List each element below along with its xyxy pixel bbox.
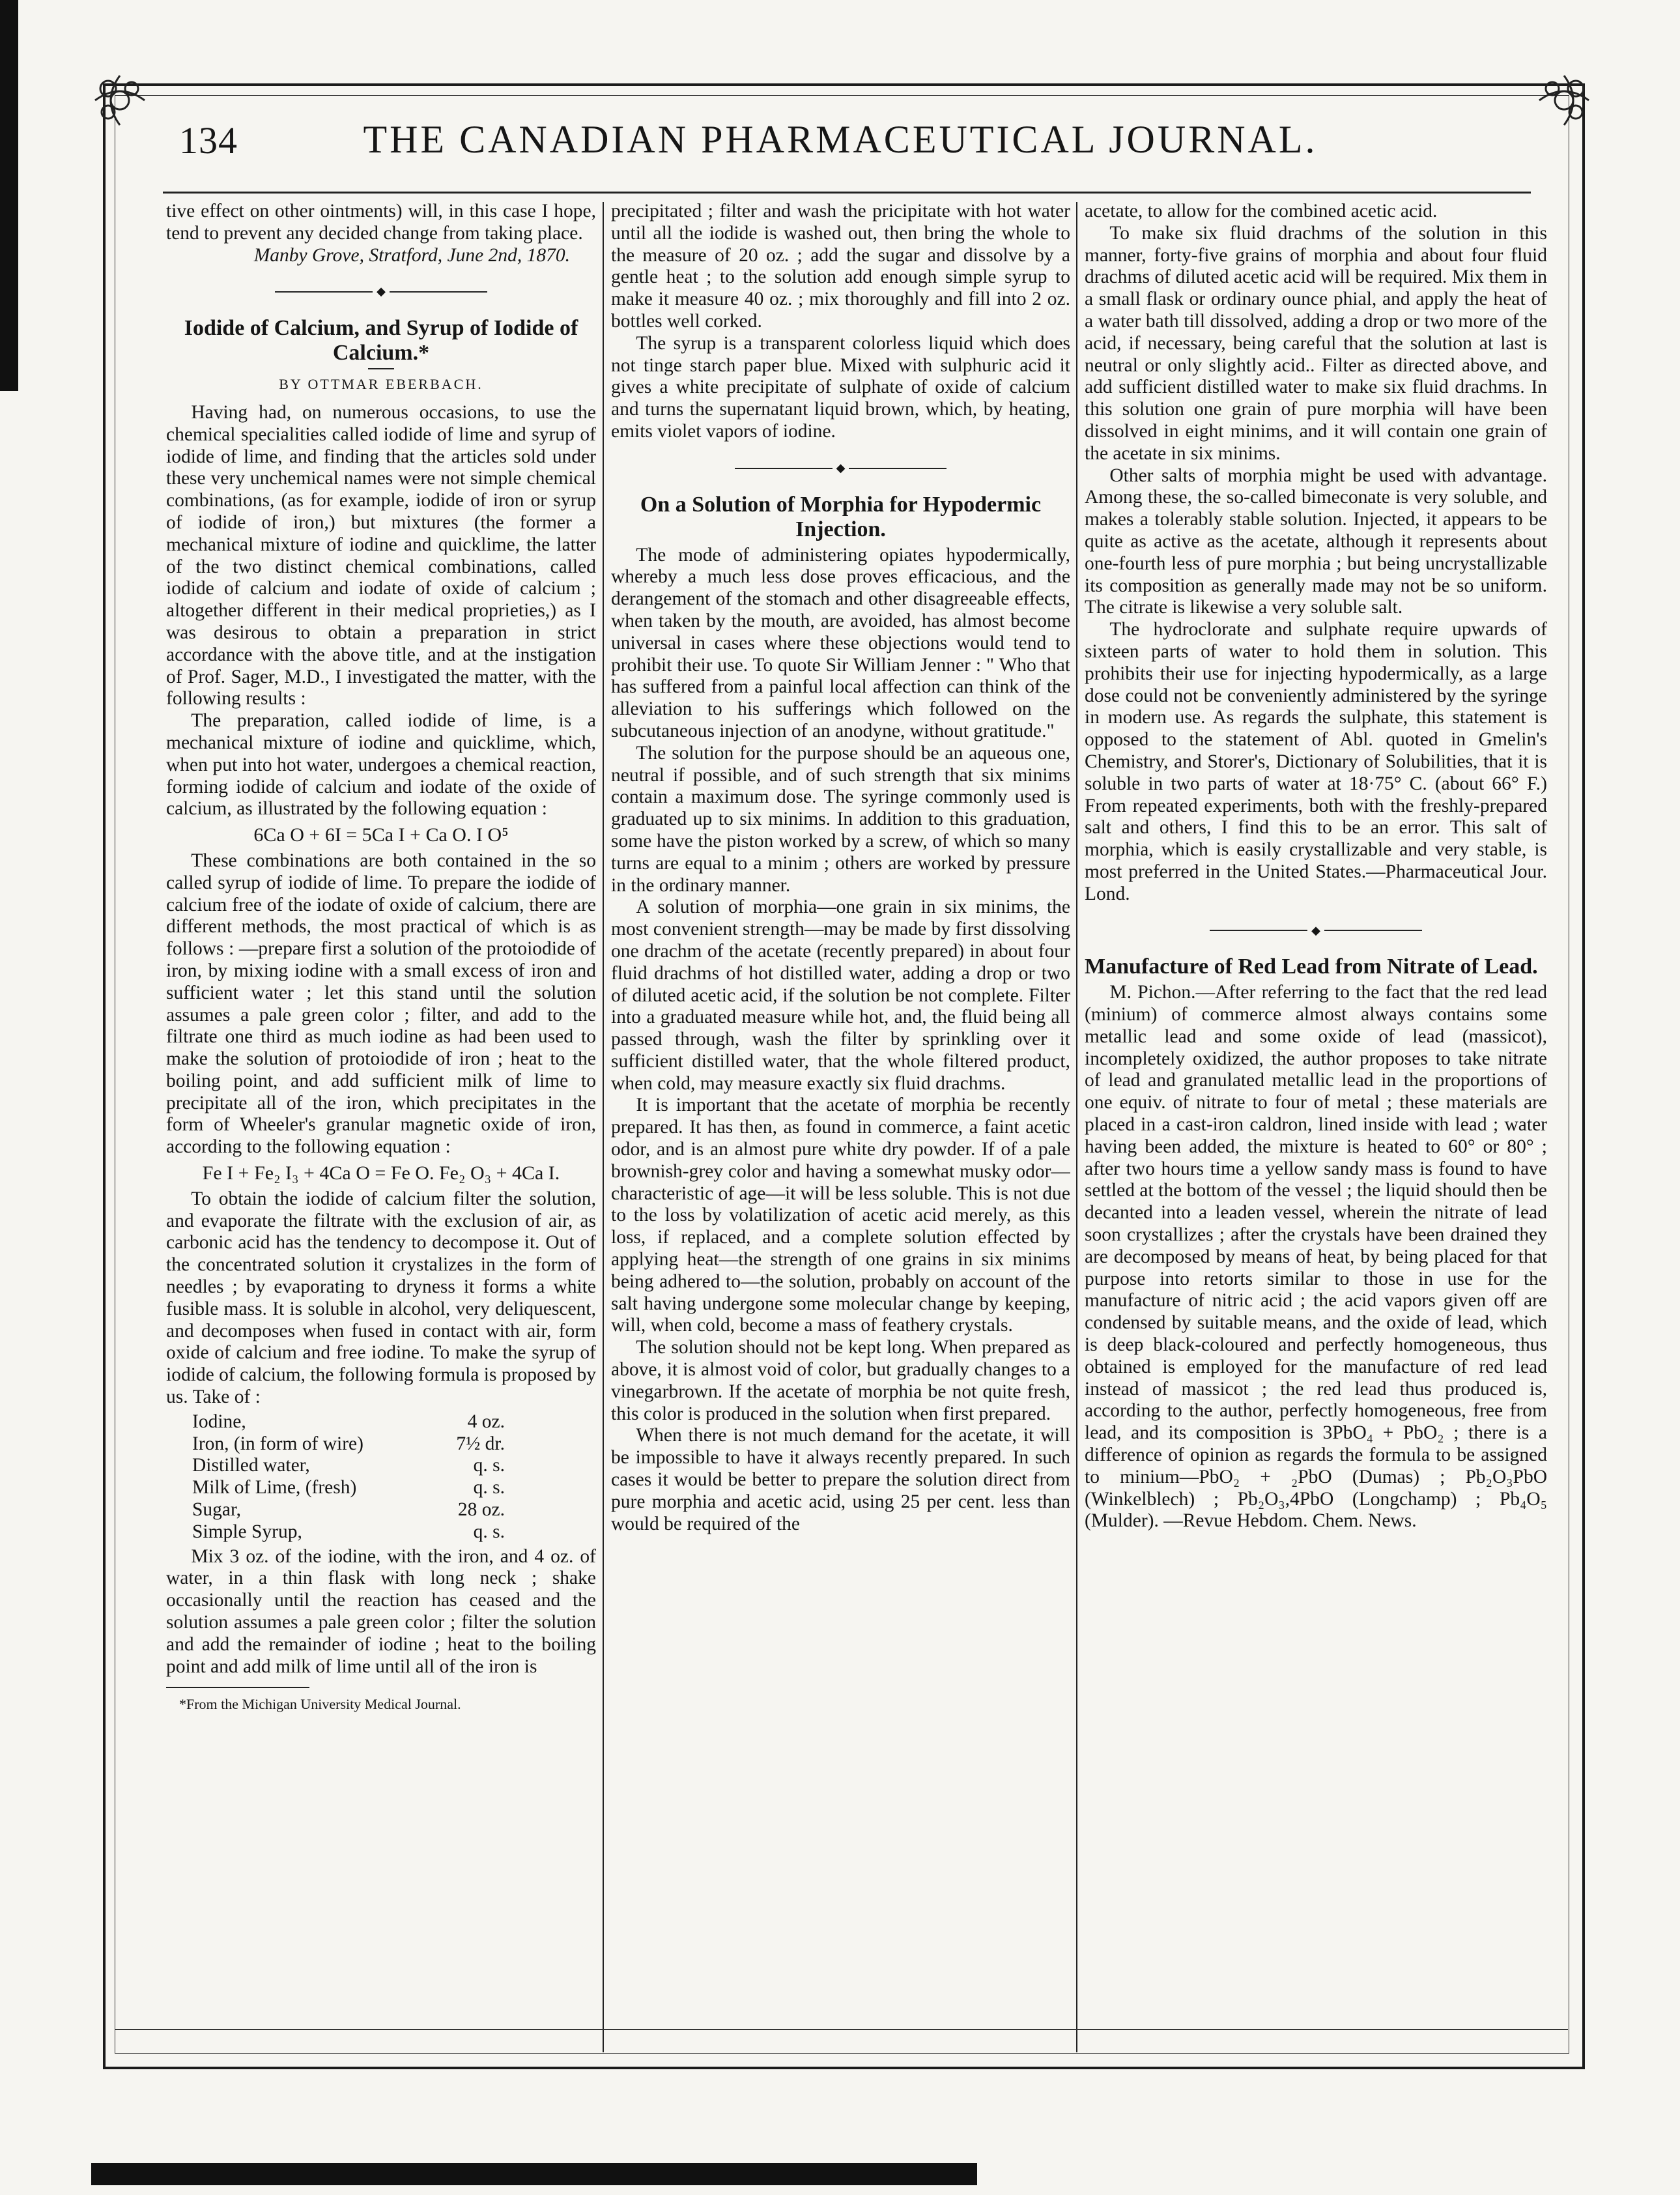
ingredient-qty: q. s. <box>473 1521 505 1542</box>
paragraph: A solution of morphia—one grain in six minims, the most convenient strength—may be made by first dissolving one drachm of the acetate (recently prepared) in about four fluid drachms of hot distilled water, adding a drop or two of diluted acetic acid, if the solution be not complete. Filter into a graduated measure while hot, and, the fluid being all passed through, wash the filter by sprinkling over it sufficient distilled water, that the whole filtered product, when cold, may measure exactly six fluid drachms. <box>611 897 1070 1094</box>
column-right <box>1085 201 1547 2025</box>
ingredient-name: Milk of Lime, (fresh) <box>192 1477 357 1499</box>
ingredient-qty: 28 oz. <box>457 1499 505 1521</box>
ingredient-qty: q. s. <box>473 1455 505 1476</box>
paragraph: Other salts of morphia might be used with advantage. Among these, the so-called bimeconate is very soluble, and makes a tolerably stable solution. Injected, it appears to be quite as active as the acetate, although it represents about one-fourth less of pure morphia ; but being uncrystallizable its composition as generally made may not be so uniform. The citrate is likewise a very soluble salt. <box>1085 465 1547 618</box>
paragraph: The mode of administering opiates hypodermically, whereby a much less dose proves efficacious, and the derangement of the stomach and other disagreeable effects, when taken by the mouth, are avoided, has almost become universal in cases where these objections would tend to prohibit their use. To quote Sir William Jenner : " Who that has suffered from a painful local affection can think of the alleviation to his sufferings which followed on the subcutaneous injection of an anodyne, without gratitude." <box>611 544 1070 741</box>
page-number: 134 <box>179 119 238 162</box>
section-divider: ◆ <box>166 281 596 303</box>
column-separator <box>1076 202 1077 2052</box>
footnote-rule <box>166 1687 309 1688</box>
paragraph: Having had, on numerous occasions, to use the chemical specialities called iodide of lime and syrup of iodide of lime, and finding that the articles sold under these very unchemical names were not simple chemical combinations, (as for example, iodide of iron or syrup of iodide of iron,) but mixtures (the former a mechanical mixture of iodine and quicklime, the latter of the two distinct chemical combinations, called iodide of calcium and iodate of oxide of calcium ; altogether different in their medical proprieties,) as I was desirous to obtain a preparation in strict accordance with the above title, and at the instigation of Prof. Sager, M.D., I investigated the matter, with the following results : <box>166 401 596 710</box>
paragraph: The hydroclorate and sulphate require upwards of sixteen parts of water to hold them in solution. This prohibits their use for injecting hypodermically, as a large dose could not be conveniently administered by the syringe in modern use. As regards the sulphate, this statement is opposed to the statement of Abl. quoted in Gmelin's Chemistry, and Storer's, Dictionary of Solubilities, that it is soluble in two parts of water at 18·75° C. (about 66° F.) From repeated experiments, both with the freshly-prepared salt and others, I find this to be an error. This salt of morphia, which is easily crystallizable and very stable, is most preferred in the United States.—Pharmaceutical Jour. Lond. <box>1085 619 1547 904</box>
ingredient-name: Iron, (in form of wire) <box>192 1433 363 1454</box>
ingredient-name: Sugar, <box>192 1499 242 1521</box>
recipe-row <box>192 1499 596 1521</box>
section-divider: ◆ <box>1085 920 1547 942</box>
ingredient-qty: q. s. <box>473 1477 505 1499</box>
paragraph: acetate, to allow for the combined acetic acid. <box>1085 201 1438 222</box>
equation: Fe I + Fe₂ I₃ + 4Ca O = Fe O. Fe₂ O₃ + 4Ca I. <box>202 1162 560 1184</box>
paragraph: When there is not much demand for the acetate, it will be impossible to have it always recently prepared. In such cases it would be better to prepare the solution direct from pure morphia and acetic acid, using 25 per cent. less than would be required of the <box>611 1425 1070 1534</box>
section-divider: ◆ <box>611 457 1070 480</box>
paragraph: M. Pichon.—After referring to the fact that the red lead (minium) of commerce almost always contains some metallic lead and some oxide of lead (massicot), incompletely oxidized, the author proposes to take nitrate of lead and granulated metallic lead in the proportions of one equiv. of nitrate to four of metal ; these materials are placed in a cast-iron caldron, lined inside with lead ; water having been added, the mixture is heated to 60° or 80° ; after two hours time a yellow sandy mass is found to have settled at the bottom of the vessel ; the liquid should then be decanted into a leaden vessel, wherein the nitrate of lead soon crystallizes ; after the crystals have been drained they are decomposed by means of heat, by being placed for that purpose into retorts similar to those in use for the manufacture of nitric acid ; the acid vapors given off are condensed by suitable means, and the oxide of lead, which is deep black-coloured and perfectly homogeneous, thus obtained is employed for the manufacture of red lead instead of massicot ; the red lead thus produced is, according to the author, perfectly homogeneous, free from lead, and its composition is 3PbO₄ + PbO₂ ; there is a difference of opinion as regards the formula to be assigned to minium—PbO₂ + ₂PbO (Dumas) ; Pb₂O₃PbO (Winkelblech) ; Pb₂O₃,4PbO (Longchamp) ; Pb₄O₅ (Mulder). —Revue Hebdom. Chem. News. <box>1085 982 1547 1532</box>
recipe-row <box>192 1477 596 1499</box>
recipe-row <box>192 1455 596 1477</box>
article-title: On a Solution of Morphia for Hypodermic Injection. <box>640 492 1042 541</box>
ingredient-name: Iodine, <box>192 1411 246 1432</box>
page-header <box>153 108 1528 167</box>
binding-edge-bar <box>0 0 18 391</box>
paragraph: To obtain the iodide of calcium filter the solution, and evaporate the filtrate with the exclusion of air, as carbonic acid has the tendency to decompose it. Out of the concentrated solution it crystalizes in the form of needles ; by evaporating to dryness it forms a white fusible mass. It is soluble in alcohol, very deliquescent, and decomposes when fused in contact with air, form oxide of calcium and free iodine. To make the syrup of iodide of calcium, the following formula is proposed by us. Take of : <box>166 1188 596 1408</box>
article-title: Iodide of Calcium, and Syrup of Iodide of Calcium.* <box>184 316 578 366</box>
equation: 6Ca O + 6I = 5Ca I + Ca O. I O⁵ <box>253 824 509 846</box>
paragraph: The solution should not be kept long. When prepared as above, it is almost void of color, but gradually changes to a vinegarbrown. If the acetate of morphia be not quite fresh, this color is produced in the solution when first prepared. <box>611 1337 1070 1424</box>
paragraph: To make six fluid drachms of the solution in this manner, forty-five grains of morphia and about four fluid drachms of diluted acetic acid will be required. Mix them in a small flask or ordinary ounce phial, and apply the heat of a water bath till dissolved, adding a drop or two more of the acid, if necessary, being careful that the solution at last is neutral or only slightly acid.. Filter as directed above, and add sufficient distilled water to make six fluid drachms. In this solution one grain of pure morphia will have been dissolved in eight minims, and it will contain one grain of the acetate in six minims. <box>1085 222 1547 464</box>
recipe-row <box>192 1521 596 1543</box>
ingredient-name: Distilled water, <box>192 1455 310 1476</box>
paragraph: It is important that the acetate of morphia be recently prepared. It has then, as found in commerce, a faint acetic odor, and is an almost pure white dry powder. If of a pale brownish-grey color and having a somewhat musky odor—characteristic of age—it will be less soluble. This is not due to the loss by volatilization of acetic acid merely, as this loss, if replaced, and a complete solution effected by applying heat—the strength of one grains in six minims being adhered to—the solution, probably on account of the salt having undergone some molecular change by keeping, will, when cold, become a mass of feathery crystals. <box>611 1095 1070 1336</box>
corner-ornament-icon <box>1533 69 1595 132</box>
corner-ornament-icon <box>89 69 151 132</box>
ingredient-qty: 7½ dr. <box>456 1433 505 1454</box>
running-title: THE CANADIAN PHARMACEUTICAL JOURNAL. <box>363 118 1318 161</box>
ingredient-name: Simple Syrup, <box>192 1521 302 1542</box>
paragraph: The syrup is a transparent colorless liquid which does not tinge starch paper blue. Mixed with sulphuric acid it gives a white precipitate of sulphate of oxide of calcium and turns the supernatant liquid brown, which, by heating, emits violet vapors of iodine. <box>611 332 1070 442</box>
recipe-list <box>192 1411 596 1543</box>
bottom-edge-bar <box>91 2163 977 2185</box>
header-rule <box>163 192 1531 194</box>
byline: BY OTTMAR EBERBACH. <box>279 376 483 393</box>
recipe-row <box>192 1433 596 1456</box>
recipe-row <box>192 1411 596 1433</box>
signoff: Manby Grove, Stratford, June 2nd, 1870. <box>253 244 570 266</box>
column-separator <box>603 202 604 2052</box>
article-title: Manufacture of Red Lead from Nitrate of Lead. <box>1085 954 1538 979</box>
paragraph: The solution for the purpose should be an aqueous one, neutral if possible, and of such strength that six minims contain a maximum dose. The syringe commonly used is graduated up to six minims. In addition to this graduation, some have the piston worked by a screw, of which so many turns are equal to a minim ; others are worked by pressure in the ordinary manner. <box>611 742 1070 896</box>
paragraph: These combinations are both contained in the so called syrup of iodide of lime. To prepare the iodide of calcium free of the iodate of oxide of calcium, there are different methods, the most practical of which is as follows : —prepare first a solution of the protoiodide of iron, by mixing iodine with a small excess of iron and sufficient water ; let this stand until the solution assumes a pale green color ; filter, and add to the filtrate one third as much iodine as had been used to make the solution of protoiodide of iron ; heat to the boiling point, and add sufficient milk of lime to precipitate all of the iron, which precipitates in the form of Wheeler's granular magnetic oxide of iron, according to the following equation : <box>166 850 596 1158</box>
paragraph: precipitated ; filter and wash the pricipitate with hot water until all the iodide is washed out, then bring the whole to the measure of 20 oz. ; add the sugar and dissolve by a gentle heat ; to the solution add enough simple syrup to make it measure 40 oz. ; mix thoroughly and fill into 2 oz. bottles well corked. <box>611 201 1070 332</box>
paragraph: Mix 3 oz. of the iodine, with the iron, and 4 oz. of water, in a thin flask with long neck ; shake occasionally until the reaction has ceased and the solution assumes a pale green color ; filter the solution and add the remainder of iodine ; heat to the boiling point and add milk of lime until all of the iron is <box>166 1545 596 1677</box>
column-middle <box>611 201 1070 2025</box>
paragraph: tive effect on other ointments) will, in this case I hope, tend to prevent any decided change from taking place. <box>166 201 596 244</box>
short-rule <box>368 368 394 369</box>
ingredient-qty: 4 oz. <box>467 1411 505 1432</box>
paragraph: The preparation, called iodide of lime, is a mechanical mixture of iodine and quicklime, which, when put into hot water, undergoes a chemical reaction, forming iodide of calcium and iodate of the oxide of calcium, as illustrated by the following equation : <box>166 710 596 820</box>
frame-bottom-rule <box>115 2029 1568 2030</box>
column-left <box>166 201 596 2025</box>
footnote: *From the Michigan University Medical Journal. <box>179 1696 461 1713</box>
